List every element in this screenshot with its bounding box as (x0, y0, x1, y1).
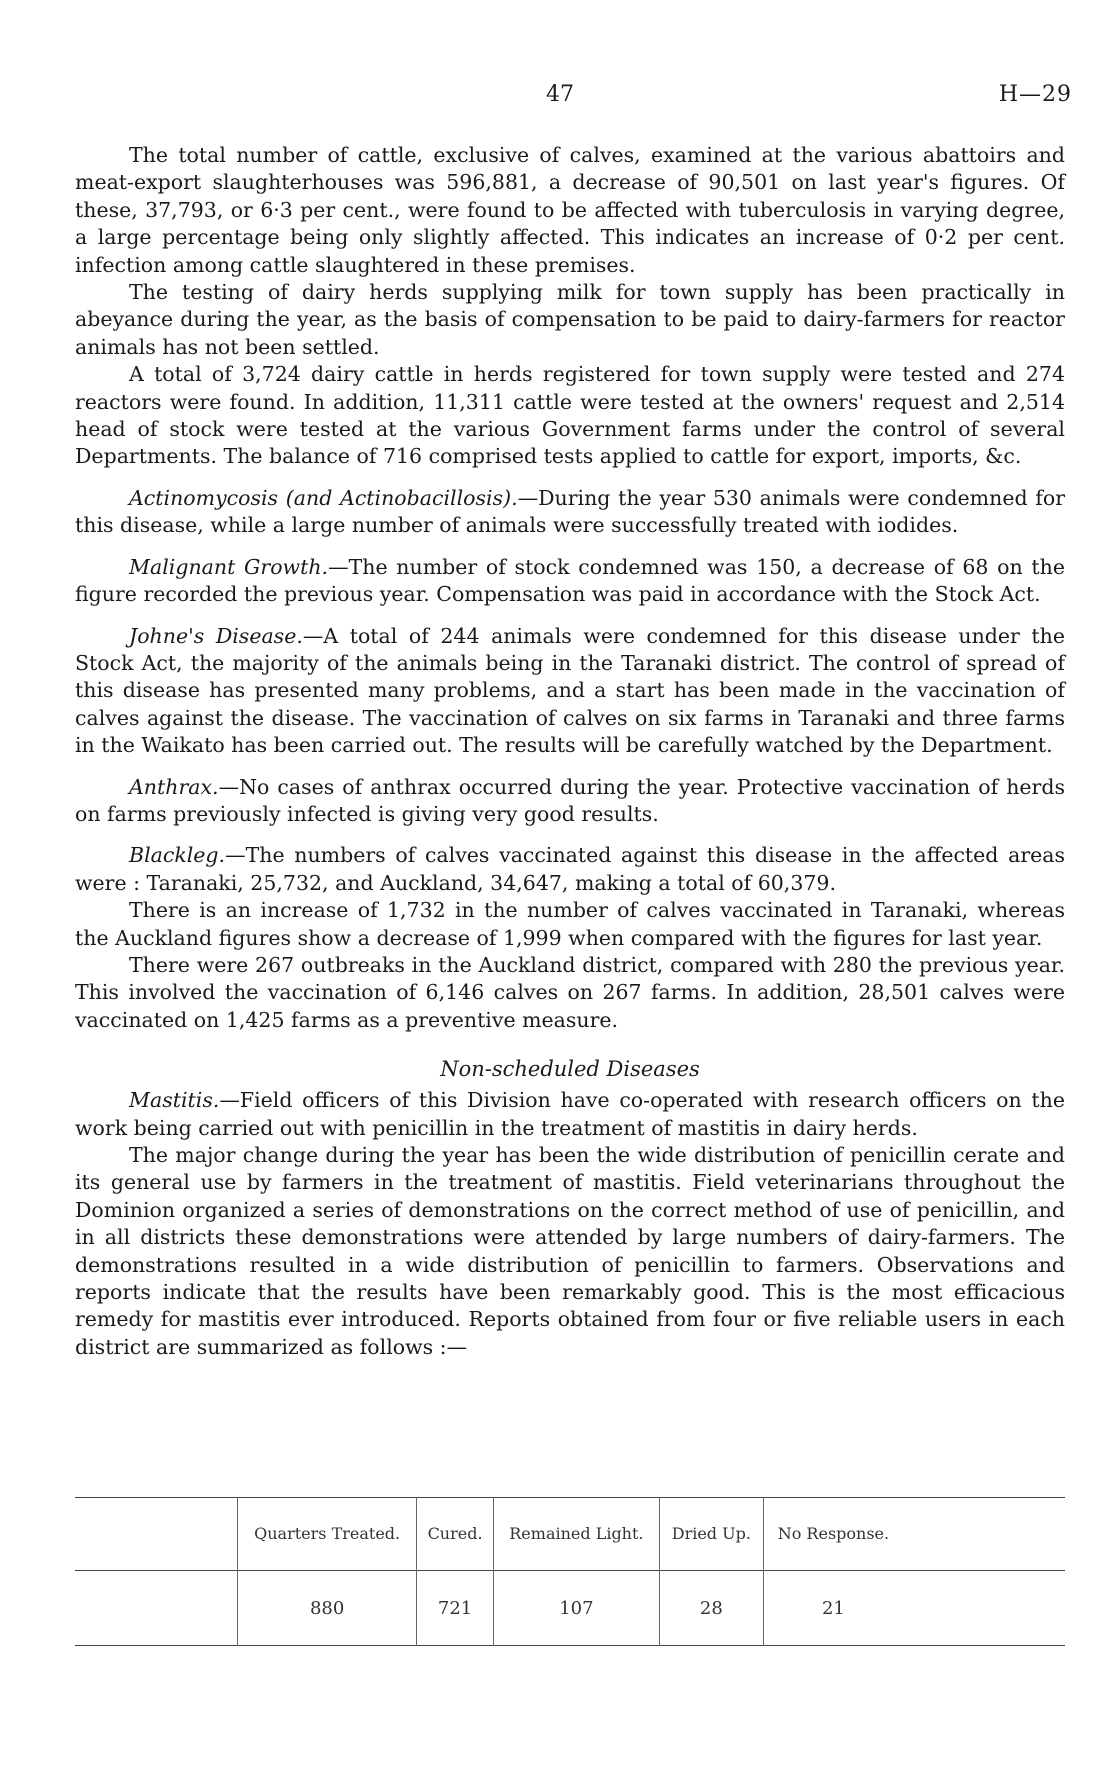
malignant-growth-text: —The number of stock condemned was 150, a decrease of 68 on the figure recorded the previous year. Compensation was paid in accordance with the Stock Act. (75, 554, 1065, 607)
anthrax-heading: Anthrax. (129, 774, 219, 799)
cell-quarters-treated: 880 (238, 1571, 417, 1646)
table-spacer-left (75, 1498, 238, 1571)
paragraph-cattle-examined: The total number of cattle, exclusive of calves, examined at the various abattoirs and meat-export slaughterhouses was 596,881, a decrease of 90,501 on last year's figures. Of these, 37,793, or 6·3 per cent., were found to be affected with tuberculosis in varying degree, a large percentage being only slightly affected. This indicates an increase of 0·2 per cent. infection among cattle slaughtered in these premises. (75, 143, 1065, 277)
paragraph-mastitis-penicillin: The major change during the year has been the wide distribution of penicillin cerate and its general use by farmers in the treatment of mastitis. Field veterinarians throughout the Dominion organized a series of demonstrations on the correct method of use of penicillin, and in all districts these demonstrations were attended by large numbers of dairy-farmers. The demonstrations resulted in a wide distribution of penicillin to farmers. Observations and reports indicate that the results have been remarkably good. This is the most efficacious remedy for mastitis ever introduced. Reports obtained from four or five reliable users in each district are summarized as follows :— (75, 1143, 1065, 1359)
paragraph-actinomycosis (75, 485, 1065, 540)
document-body (75, 142, 1065, 1361)
malignant-growth-heading: Malignant Growth. (129, 554, 329, 579)
johnes-disease-text: —A total of 244 animals were condemned for this disease under the Stock Act, the majority of the animals being in the Taranaki district. The control of spread of this disease has presented many problems, and a start has been made in the vaccination of calves against the disease. The vaccination of calves on six farms in Taranaki and three farms in the Waikato has been carried out. The results will be carefully watched by the Department. (75, 623, 1065, 758)
header-dried-up: Dried Up. (659, 1498, 763, 1571)
table-header-row (75, 1498, 1065, 1571)
mastitis-text: —Field officers of this Division have co-operated with research officers on the work being carried out with penicillin in the treatment of mastitis in dairy herds. (75, 1088, 1065, 1140)
page-header (0, 82, 1114, 112)
blackleg-text: —The numbers of calves vaccinated against this disease in the affected areas were : Taranaki, 25,732, and Auckland, 34,647, making a total of 60,379. (75, 843, 1065, 895)
actinomycosis-heading: Actinomycosis (and Actinobacillosis). (129, 485, 518, 510)
section-heading-non-scheduled: Non-scheduled Diseases (440, 1057, 700, 1082)
paragraph-blackleg-outbreaks: There were 267 outbreaks in the Auckland district, compared with 280 the previous year. This involved the vaccination of 6,146 calves on 267 farms. In addition, 28,501 calves were vaccinated on 1,425 farms as a preventive measure. (75, 952, 1065, 1032)
paragraph-blackleg (75, 842, 1065, 897)
table-spacer-left (75, 1571, 238, 1646)
paragraph-herd-testing: The testing of dairy herds supplying milk for town supply has been practically in abeyance during the year, as the basis of compensation to be paid to dairy-farmers for reactor animals has not been settled. (75, 280, 1065, 359)
mastitis-heading: Mastitis. (129, 1088, 220, 1113)
anthrax-text: —No cases of anthrax occurred during the year. Protective vaccination of herds on farms previously infected is giving very good results. (75, 774, 1065, 826)
mastitis-results-table (75, 1497, 1065, 1646)
paragraph-malignant-growth (75, 554, 1065, 609)
paragraph-dairy-cattle-tested: A total of 3,724 dairy cattle in herds registered for town supply were tested and 274 reactors were found. In addition, 11,311 cattle were tested at the owners' request and 2,514 head of stock were tested at the various Government farms under the control of several Departments. The balance of 716 comprised tests applied to cattle for export, imports, &c. (75, 362, 1065, 469)
paragraph-mastitis (75, 1087, 1065, 1142)
header-no-response: No Response. (763, 1498, 903, 1571)
paragraph-blackleg-increase: There is an increase of 1,732 in the number of calves vaccinated in Taranaki, whereas the Auckland figures show a decrease of 1,999 when compared with the figures for last year. (75, 898, 1065, 950)
table-spacer-right (903, 1571, 1065, 1646)
page-reference: H—29 (998, 82, 1072, 107)
mastitis-results-table-wrap (75, 1497, 1065, 1646)
cell-dried-up: 28 (659, 1571, 763, 1646)
cell-cured: 721 (417, 1571, 494, 1646)
table-row (75, 1571, 1065, 1646)
actinomycosis-text: —During the year 530 animals were condemned for this disease, while a large number of animals were successfully treated with iodides. (75, 485, 1066, 538)
johnes-disease-heading: Johne's Disease. (129, 623, 303, 648)
header-cured: Cured. (417, 1498, 494, 1571)
header-remained-light: Remained Light. (493, 1498, 659, 1571)
blackleg-heading: Blackleg. (129, 843, 226, 868)
table-spacer-right (903, 1498, 1065, 1571)
paragraph-anthrax (75, 774, 1065, 829)
header-quarters-treated: Quarters Treated. (238, 1498, 417, 1571)
cell-remained-light: 107 (493, 1571, 659, 1646)
cell-no-response: 21 (763, 1571, 903, 1646)
page-number: 47 (546, 82, 574, 107)
paragraph-johnes-disease (75, 623, 1065, 760)
